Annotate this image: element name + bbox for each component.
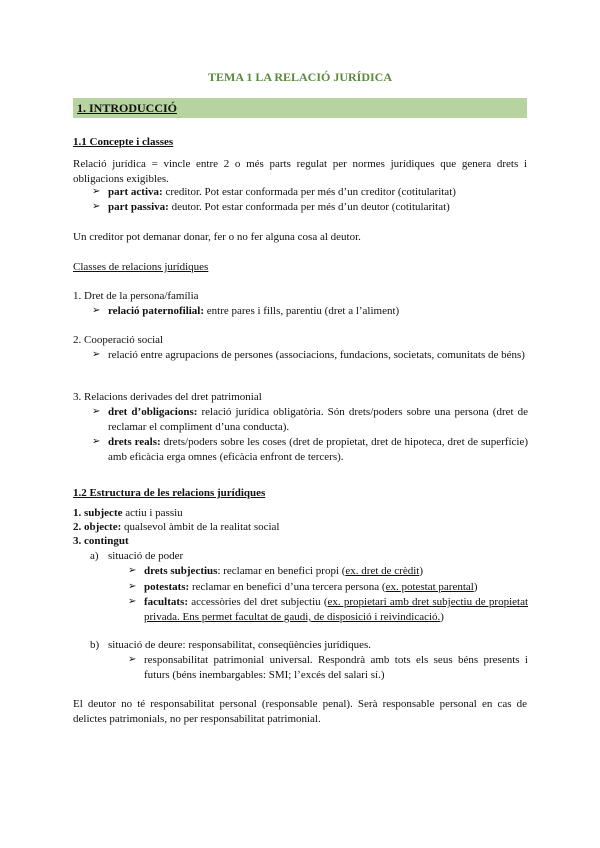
class-2: 2. Cooperació social [73,334,164,346]
bullet-cooperacio: relació entre agrupacions de persones (associacions, fundacions, societats, comunitats de béns) [108,349,525,361]
situacio-deure: situació de deure: responsabilitat, conseqüències jurídiques. [108,639,372,651]
document-title: TEMA 1 LA RELACIÓ JURÍDICA [207,70,393,84]
arrow-bullet-icon: ➢ [128,596,137,607]
sub-label-b: b) [90,639,100,651]
class-3: 3. Relacions derivades del dret patrimonial [73,391,262,403]
bullet-part-passiva: part passiva: deutor. Pot estar conformada per més d’un deutor (cotitularitat) [108,201,450,213]
arrow-bullet-icon: ➢ [128,565,137,576]
bullet-part-activa: part activa: creditor. Pot estar conformada per més d’un creditor (cotitularitat) [108,186,456,198]
final-paragraph: El deutor no té responsabilitat personal (responsable penal). Serà responsable personal en cas de delictes patrimonials, no per responsabilitat patrimonial. [73,698,527,725]
subsection-heading: 1.1 Concepte i classes [73,136,174,148]
arrow-bullet-icon: ➢ [92,436,101,447]
bullet-potestats: potestats: reclamar en benefici d’una tercera persona (ex. potestat parental) [144,581,478,593]
definition-paragraph: Relació jurídica = vincle entre 2 o més parts regulat per normes jurídiques que genera drets i obligacions exigibles. [73,158,527,185]
bullet-facultats: facultats: accessòries del dret subjectiu (ex. propietari amb dret subjectiu de propietat privada. Ens permet facultat de gaudi, de disposició i reivindicació.) [144,596,529,623]
arrow-bullet-icon: ➢ [92,201,101,212]
arrow-bullet-icon: ➢ [92,349,101,360]
arrow-bullet-icon: ➢ [92,305,101,316]
structure-item-2: 2. objecte: qualsevol àmbit de la realitat social [73,521,280,533]
classes-heading: Classes de relacions jurídiques [73,261,209,273]
arrow-bullet-icon: ➢ [92,406,101,417]
sub-label-a: a) [90,550,99,562]
subsection-heading: 1.2 Estructura de les relacions jurídiques [73,487,266,499]
bullet-drets-reals: drets reals: drets/poders sobre les coses (dret de propietat, dret de hipoteca, dret de superfície) amb eficàcia erga omnes (eficàcia enfront de tercers). [108,436,528,463]
section-band [73,98,527,118]
class-1: 1. Dret de la persona/família [73,290,199,302]
section-heading: 1. INTRODUCCIÓ [77,101,178,115]
structure-item-3: 3. contingut [73,535,129,547]
creditor-paragraph: Un creditor pot demanar donar, fer o no fer alguna cosa al deutor. [73,231,361,243]
bullet-responsabilitat: responsabilitat patrimonial universal. Respondrà amb tots els seus béns presents i futurs (béns inembargables: SMI; l’excés del salari sí.) [144,654,528,681]
bullet-dret-obligacions: dret d’obligacions: relació jurídica obligatòria. Són drets/poders sobre una persona (dret de reclamar el compliment d’una conducta). [108,406,529,433]
structure-item-1: 1. subjecte actiu i passiu [73,507,183,519]
bullet-drets-subjectius: drets subjectius: reclamar en benefici propi (ex. dret de crèdit) [144,565,423,577]
bullet-paternofilial: relació paternofilial: entre pares i fills, parentiu (dret a l’aliment) [108,305,400,317]
arrow-bullet-icon: ➢ [128,581,137,592]
situacio-poder: situació de poder [108,550,184,562]
arrow-bullet-icon: ➢ [92,186,101,197]
arrow-bullet-icon: ➢ [128,654,137,665]
